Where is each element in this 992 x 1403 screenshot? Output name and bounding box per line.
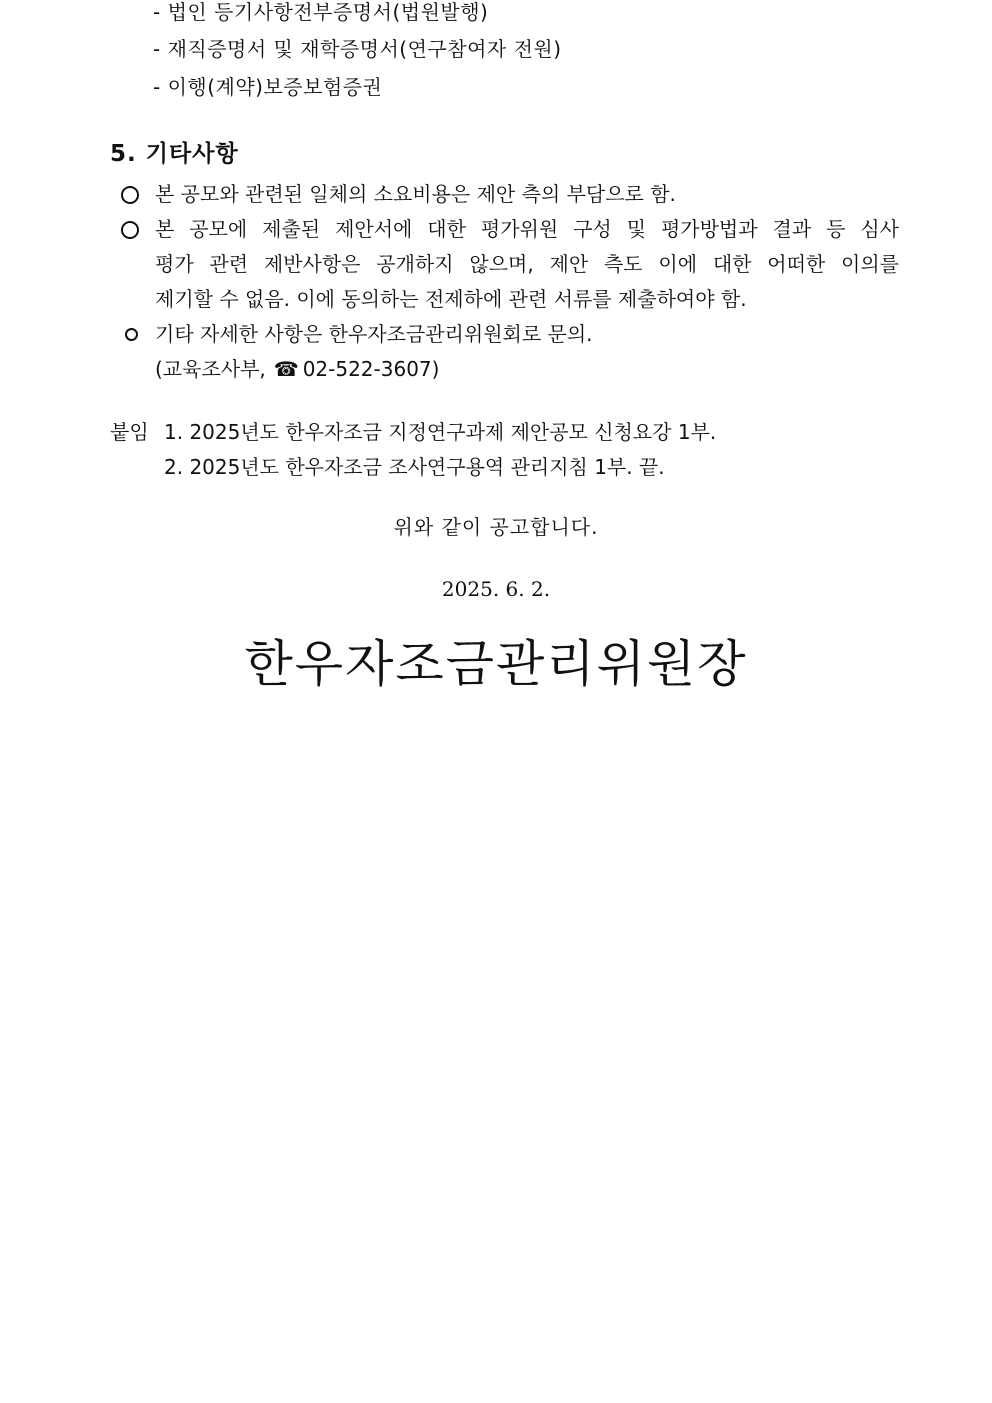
attachment-label: 붙임 — [110, 420, 149, 444]
announcement-date: 2025. 6. 2. — [441, 577, 551, 601]
contact-department: (교육조사부, — [155, 357, 266, 381]
attachment-item — [110, 420, 716, 444]
required-document-item: - 재직증명서 및 재학증명서(연구참여자 전원) — [153, 37, 562, 61]
list-item-text: 제기할 수 없음. 이에 동의하는 전제하에 관련 서류를 제출하여야 함. — [155, 287, 747, 311]
contact-phone: 02-522-3607) — [302, 357, 440, 381]
list-item — [119, 212, 899, 247]
bullet-circle-icon — [119, 221, 155, 239]
list-item — [119, 177, 899, 212]
other-matters-list — [119, 177, 899, 387]
list-item-text: 본 공모에 제출된 제안서에 대한 평가위원 구성 및 평가방법과 결과 등 심사 — [155, 217, 899, 241]
phone-icon: ☎ — [273, 357, 299, 381]
required-document-item: - 이행(계약)보증보험증권 — [153, 75, 383, 99]
list-item-continuation — [119, 247, 899, 282]
bullet-small-circle-icon — [119, 328, 155, 341]
list-item-text: 본 공모와 관련된 일체의 소요비용은 제안 측의 부담으로 함. — [155, 182, 676, 206]
issuer-signature: 한우자조금관리위원장 — [244, 635, 748, 693]
list-item-text: 평가 관련 제반사항은 공개하지 않으며, 제안 측도 이에 대한 어떠한 이의를 — [155, 252, 899, 276]
bullet-circle-icon — [119, 186, 155, 204]
required-document-item: - 법인 등기사항전부증명서(법원발행) — [153, 0, 489, 24]
list-item-continuation — [119, 282, 899, 317]
attachment-text: 2. 2025년도 한우자조금 조사연구용역 관리지침 1부. 끝. — [164, 455, 665, 479]
attachment-item — [110, 455, 665, 479]
attachment-text: 1. 2025년도 한우자조금 지정연구과제 제안공모 신청요강 1부. — [164, 420, 717, 444]
section-heading: 5. 기타사항 — [110, 141, 239, 167]
list-item — [119, 317, 899, 352]
list-item-text: 기타 자세한 사항은 한우자조금관리위원회로 문의. — [155, 322, 593, 346]
announcement-text: 위와 같이 공고합니다. — [393, 515, 599, 539]
contact-line — [119, 352, 899, 387]
